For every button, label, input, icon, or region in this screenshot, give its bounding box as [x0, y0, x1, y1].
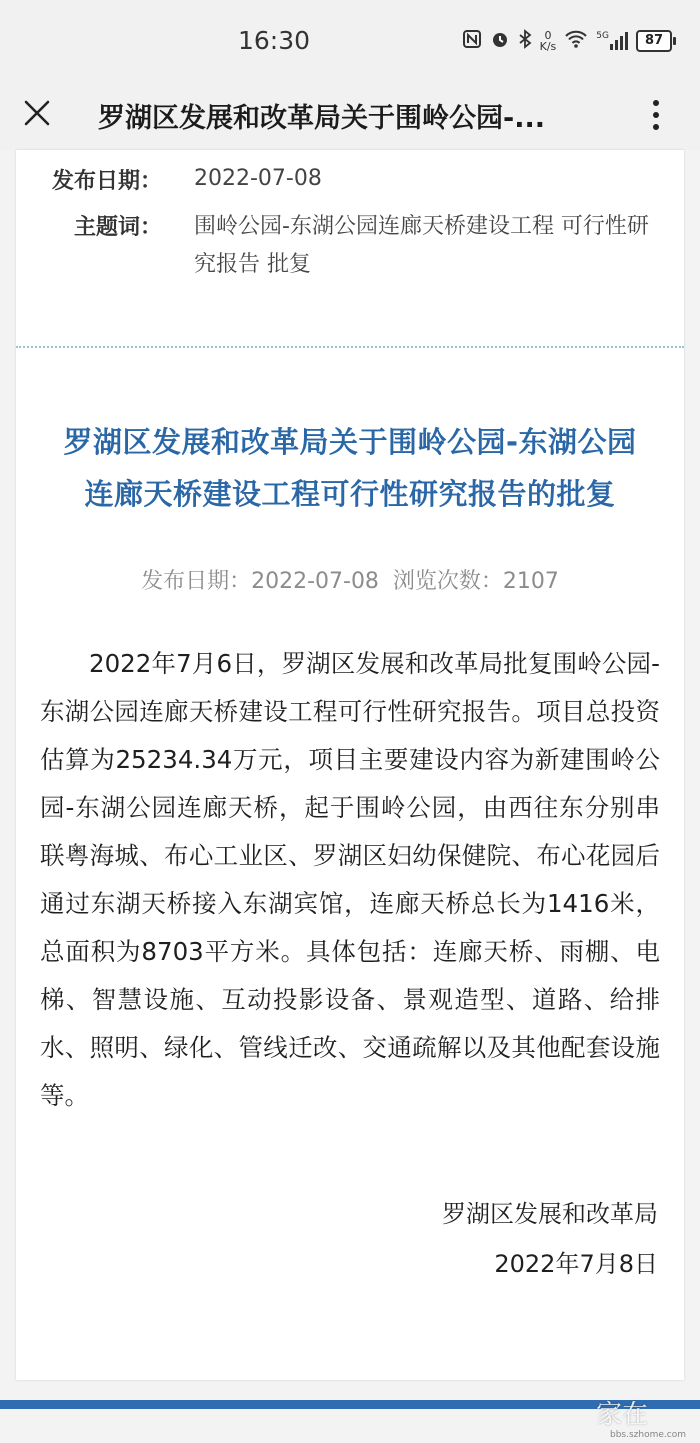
- keyword-row: [16, 208, 684, 288]
- more-options-button[interactable]: [642, 95, 670, 135]
- wifi-icon: [564, 29, 588, 53]
- publish-date-value: 2022-07-08: [194, 166, 322, 191]
- watermark-url: bbs.szhome.com: [610, 1430, 686, 1440]
- page-title: 罗湖区发展和改革局关于围岭公园-...: [98, 103, 545, 134]
- bottom-area: [0, 1409, 700, 1443]
- navigation-bar: [0, 80, 700, 150]
- more-dot-icon: [653, 124, 659, 130]
- signature-date: 2022年7月8日: [494, 1250, 658, 1278]
- keyword-label: 主题词：: [73, 215, 162, 240]
- battery-icon: [636, 30, 676, 52]
- status-icons: [462, 28, 676, 54]
- keyword-value: 围岭公园-东湖公园连廊天桥建设工程 可行性研究报告 批复: [194, 214, 649, 277]
- network-speed-unit: K/s: [539, 40, 557, 53]
- status-time: 16:30: [237, 26, 311, 55]
- network-speed: [540, 30, 557, 52]
- signature-organization: 罗湖区发展和改革局: [442, 1200, 658, 1228]
- bluetooth-icon: [518, 29, 532, 53]
- close-button[interactable]: [18, 94, 56, 132]
- more-dot-icon: [653, 112, 659, 118]
- article-title-line: 罗湖区发展和改革局关于围岭公园-东湖公园: [63, 425, 637, 459]
- article-title-line: 连廊天桥建设工程可行性研究报告的批复: [84, 477, 616, 511]
- status-bar: [0, 0, 700, 80]
- network-type: 5G: [596, 31, 609, 41]
- article-meta: 发布日期：2022-07-08 浏览次数：2107: [141, 569, 559, 594]
- article-title: [30, 416, 670, 520]
- bottom-bar: [0, 1400, 700, 1409]
- cellular-signal-icon: [596, 32, 628, 50]
- content-card: [16, 150, 684, 1380]
- more-dot-icon: [653, 100, 659, 106]
- alarm-icon: [490, 29, 510, 53]
- publish-date-row: [16, 164, 684, 198]
- watermark-logo: 家在: [596, 1400, 649, 1430]
- nfc-icon: [462, 29, 482, 53]
- watermark: [596, 1394, 686, 1440]
- close-icon: [23, 99, 51, 127]
- network-speed-value: 0: [544, 29, 552, 42]
- article-body: 2022年7月6日，罗湖区发展和改革局批复围岭公园-东湖公园连廊天桥建设工程可行性研究报告。项目总投资估算为25234.34万元，项目主要建设内容为新建围岭公园-东湖公园连廊天桥，起于围岭公园，由西往东分别串联粤海城、布心工业区、罗湖区妇幼保健院、布心花园后通过东湖天桥接入东湖宾馆，连廊天桥总长为1416米，总面积为8703平方米。具体包括：连廊天桥、雨棚、电梯、智慧设施、互动投影设备、景观造型、道路、给排水、照明、绿化、管线迁改、交通疏解以及其他配套设施等。: [40, 649, 660, 1110]
- publish-date-label: 发布日期：: [51, 169, 162, 194]
- battery-level: 87: [636, 30, 672, 52]
- section-divider: [16, 346, 684, 348]
